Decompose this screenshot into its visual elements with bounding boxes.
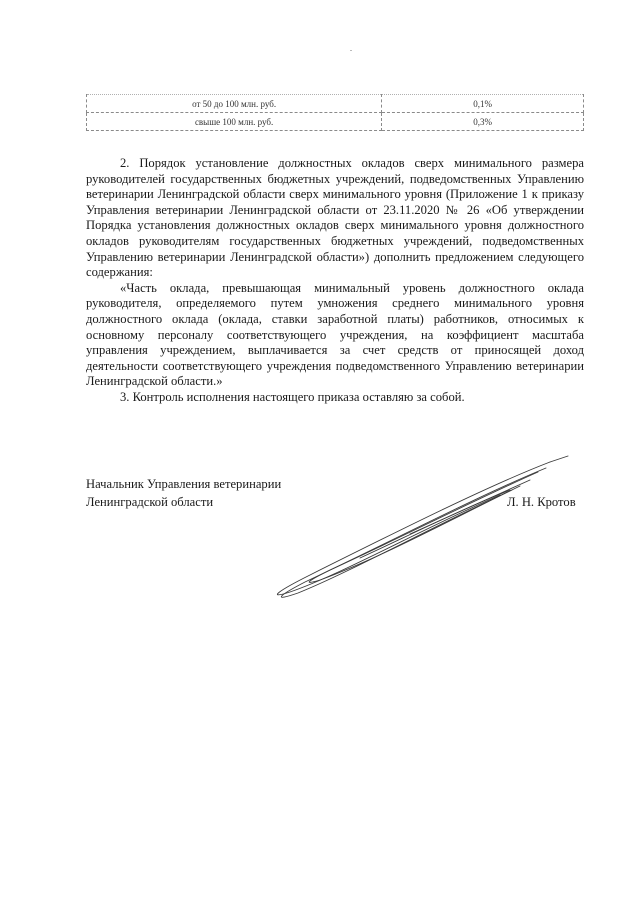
signer-name: Л. Н. Кротов <box>507 495 576 509</box>
position-line-1: Начальник Управления ветеринарии <box>86 477 282 491</box>
table-row <box>87 113 584 131</box>
paragraph-3: 3. Контроль исполнения настоящего приказа оставляю за собой. <box>120 389 465 404</box>
table-cell-range: свыше 100 млн. руб. <box>87 113 382 131</box>
handwritten-signature <box>250 450 570 610</box>
order-body <box>86 156 584 406</box>
table-cell-range: от 50 до 100 млн. руб. <box>87 95 382 113</box>
table-cell-rate: 0,1% <box>382 95 584 113</box>
position-line-2: Ленинградской области <box>86 495 214 509</box>
paragraph-2: 2. Порядок установление должностных окладов сверх минимального размера руководителей государственных бюджетных учреждений, подведомственных Управлению ветеринарии Ленинградской области сверх минимального уровня (Приложение 1 к приказу Управления ветеринарии Ленинградской области от 23.11.2020 № 26 «Об утверждении Порядка установления должностных окладов сверх минимального уровня должностного окладов руководителям государственных бюджетных учреждений, подведомственных Управлению ветеринарии Ленинградской области») дополнить предложением следующего содержания: <box>86 156 584 280</box>
table-row <box>87 95 584 113</box>
table-cell-rate: 0,3% <box>382 113 584 131</box>
rate-table <box>86 94 584 131</box>
quoted-addition: «Часть оклада, превышающая минимальный уровень должностного оклада руководителя, определяемого путем умножения среднего минимального уровня должностного оклада (оклада, ставки заработной платы) работников, относимых к основному персоналу соответствующего учреждения, на коэффициент масштаба управления учреждением, выплачивается за счет средств от приносящей доход деятельности соответствующего учреждения подведомственного Управлению ветеринарии Ленинградской области.» <box>86 280 584 389</box>
scan-speck <box>350 50 352 51</box>
